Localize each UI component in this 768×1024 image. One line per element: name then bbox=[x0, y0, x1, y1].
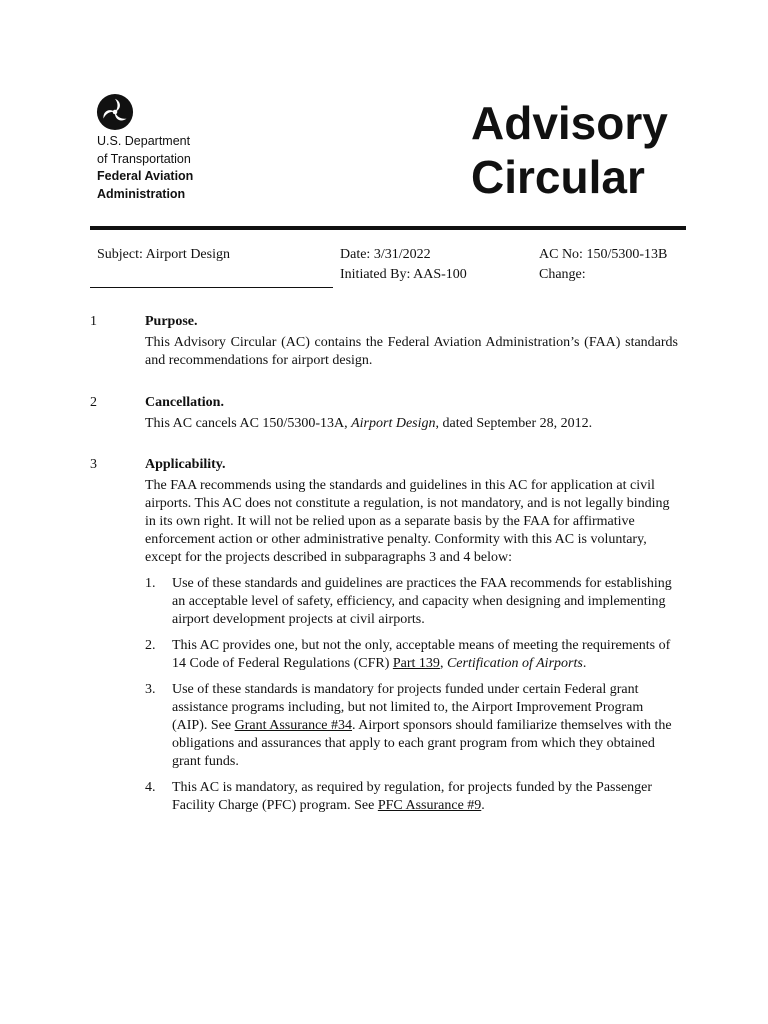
section-heading: Purpose. bbox=[145, 314, 198, 329]
cited-title: Certification of Airports bbox=[446, 656, 583, 671]
section-text: The FAA recommends using the standards and guidelines in this AC for application at civil airports. This AC does not constitute a regulation, is not mandatory, and is not legally binding in its own right. It will not be relied upon as a separate basis by the FAA for affirmative enforcement action or other administrative penalty. Conformity with this AC is voluntary, except for the projects described in subparagraphs 3 and 4 below: bbox=[145, 478, 670, 565]
section-heading: Applicability. bbox=[145, 457, 226, 472]
list-item bbox=[145, 575, 678, 629]
section-heading: Cancellation. bbox=[145, 395, 224, 410]
list-item-number: 1. bbox=[145, 576, 156, 591]
ac-number-field bbox=[539, 245, 667, 285]
subject-field: Subject: Airport Design bbox=[97, 247, 230, 262]
list-item-text: Use of these standards is mandatory for projects funded under certain Federal grant assistance programs including, but not limited to, the Airport Improvement Program (AIP). See Grant Assurance #34. Airport sponsors should familiarize themselves with the obligations and assurances that apply to each grant program from which they obtained grant funds. bbox=[172, 682, 672, 769]
list-item-text: This AC provides one, but not the only, acceptable means of meeting the requirements of 14 Code of Federal Regulations (CFR) Part 139, Certification of Airports. bbox=[172, 638, 671, 671]
applicability-list bbox=[145, 575, 678, 815]
list-item-number: 3. bbox=[145, 682, 156, 697]
list-item bbox=[145, 681, 678, 771]
section-number: 1 bbox=[90, 314, 97, 329]
dept-line-1: U.S. Department bbox=[97, 134, 191, 148]
list-item bbox=[145, 637, 678, 673]
ac-number-value: AC No: 150/5300-13B bbox=[539, 247, 668, 262]
section-text: This AC cancels AC 150/5300-13A, Airport Design, dated September 28, 2012. bbox=[145, 416, 593, 431]
section-number: 2 bbox=[90, 395, 97, 410]
agency-line-1: Federal Aviation bbox=[97, 169, 194, 183]
date-value: Date: 3/31/2022 bbox=[340, 247, 431, 262]
list-item-number: 2. bbox=[145, 638, 156, 653]
list-item-text: Use of these standards and guidelines are practices the FAA recommends for establishing an acceptable level of safety, efficiency, and capacity when designing and implementing airport development projects at civil airports. bbox=[172, 576, 672, 627]
dot-logo-icon bbox=[96, 93, 134, 131]
list-item-number: 4. bbox=[145, 780, 156, 795]
date-field bbox=[340, 245, 467, 285]
agency-line-2: Administration bbox=[97, 186, 186, 201]
list-item bbox=[145, 779, 678, 815]
change-value: Change: bbox=[539, 267, 586, 282]
title-line-2: Circular bbox=[471, 151, 645, 203]
grant-assurance-34-link[interactable]: Grant Assurance #34 bbox=[234, 718, 353, 733]
cited-title: Airport Design bbox=[351, 416, 436, 431]
list-item-text: This AC is mandatory, as required by regulation, for projects funded by the Passenger Facility Charge (PFC) program. See PFC Assurance #9. bbox=[172, 780, 653, 813]
header-divider bbox=[90, 226, 686, 230]
part-139-link[interactable]: Part 139 bbox=[392, 656, 440, 671]
dept-line-2: of Transportation bbox=[97, 151, 191, 166]
title-line-1: Advisory bbox=[471, 97, 668, 149]
section-text: This Advisory Circular (AC) contains the Federal Aviation Administration’s (FAA) standards and recommendations for airport design. bbox=[145, 335, 678, 368]
subject-underline bbox=[90, 287, 333, 288]
section-number: 3 bbox=[90, 457, 97, 472]
document-title bbox=[471, 96, 668, 204]
initiated-by-value: Initiated By: AAS-100 bbox=[340, 267, 467, 282]
agency-block bbox=[97, 133, 193, 203]
pfc-assurance-9-link[interactable]: PFC Assurance #9 bbox=[377, 798, 482, 813]
